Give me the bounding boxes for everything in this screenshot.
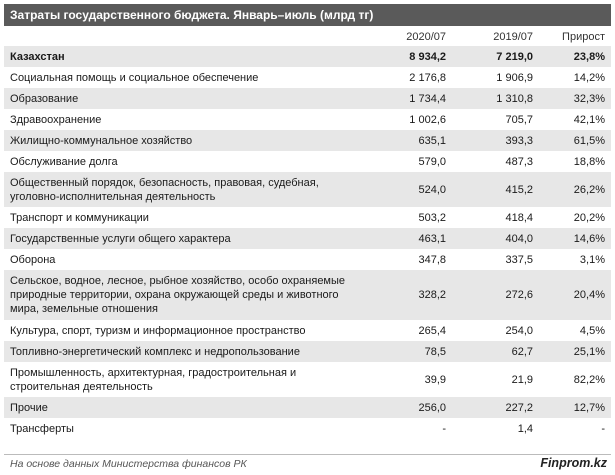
row-growth: 25,1%	[539, 341, 611, 362]
row-name: Здравоохранение	[10, 113, 102, 126]
table-row-total	[4, 46, 611, 67]
row-growth: 42,1%	[573, 113, 605, 126]
table-row	[4, 109, 611, 130]
row-value-2020: 8 934,2	[364, 46, 452, 67]
row-value-2019: 415,2	[452, 172, 539, 207]
header-row	[4, 28, 611, 46]
row-name: Прочие	[4, 397, 364, 418]
row-growth: 3,1%	[579, 253, 605, 266]
row-value-2020: 328,2	[364, 270, 452, 320]
row-growth: 20,4%	[539, 270, 611, 320]
source-note: На основе данных Министерства финансов РК	[10, 458, 247, 470]
row-name: Транспорт и коммуникации	[10, 211, 149, 224]
header-2020: 2020/07	[406, 31, 446, 43]
table-row	[4, 67, 611, 88]
row-value-2019: 227,2	[452, 397, 539, 418]
table-row	[4, 228, 611, 249]
header-growth: Прирост	[562, 31, 605, 43]
row-name: Культура, спорт, туризм и информационное пространство	[10, 324, 306, 337]
row-value-2019: 418,4	[505, 211, 533, 224]
row-name: Социальная помощь и социальное обеспечение	[10, 71, 259, 84]
row-name: Общественный порядок, безопасность, правовая, судебная, уголовно-исполнительная деятельность	[4, 172, 364, 207]
table-title: Затраты государственного бюджета. Январь–июль (млрд тг)	[4, 4, 611, 26]
row-name: Жилищно-коммунальное хозяйство	[4, 130, 364, 151]
row-value-2019: 62,7	[452, 341, 539, 362]
row-growth: 14,6%	[539, 228, 611, 249]
row-name: Оборона	[10, 253, 56, 266]
row-name: Топливно-энергетический комплекс и недропользование	[4, 341, 364, 362]
row-growth: 26,2%	[539, 172, 611, 207]
row-value-2020: 579,0	[418, 155, 446, 168]
row-growth: 61,5%	[539, 130, 611, 151]
table-row	[4, 172, 611, 207]
table-row	[4, 362, 611, 397]
row-value-2020: 347,8	[418, 253, 446, 266]
table-row	[4, 397, 611, 418]
row-name: Казахстан	[4, 46, 364, 67]
row-name: Государственные услуги общего характера	[4, 228, 364, 249]
row-value-2019: 705,7	[505, 113, 533, 126]
row-name: Промышленность, архитектурная, градостроительная и строительная деятельность	[10, 366, 297, 393]
row-value-2020: 524,0	[364, 172, 452, 207]
row-value-2019: 254,0	[505, 324, 533, 337]
table-row	[4, 270, 611, 320]
row-growth: 82,2%	[573, 373, 605, 386]
table-row	[4, 320, 611, 341]
row-value-2020: 503,2	[418, 211, 446, 224]
row-growth: 4,5%	[579, 324, 605, 337]
row-name: Сельское, водное, лесное, рыбное хозяйство, особо охраняемые природные территории, охрана окружающей среды и животного мира, земельные отношения	[4, 270, 364, 320]
table-row	[4, 249, 611, 270]
row-growth: -	[601, 422, 605, 435]
row-growth: 20,2%	[573, 211, 605, 224]
row-value-2020: 1 002,6	[409, 113, 446, 126]
row-growth: 23,8%	[539, 46, 611, 67]
table-row	[4, 88, 611, 109]
row-value-2019: 1 906,9	[496, 71, 533, 84]
header-2019: 2019/07	[493, 31, 533, 43]
row-value-2019: 272,6	[452, 270, 539, 320]
row-value-2020: 463,1	[364, 228, 452, 249]
table-row	[4, 418, 611, 439]
table-row	[4, 130, 611, 151]
row-value-2020: 265,4	[418, 324, 446, 337]
row-value-2019: 1,4	[517, 422, 533, 435]
budget-table	[4, 28, 611, 439]
row-value-2020: 256,0	[364, 397, 452, 418]
row-value-2019: 337,5	[505, 253, 533, 266]
row-value-2019: 7 219,0	[452, 46, 539, 67]
row-value-2019: 404,0	[452, 228, 539, 249]
header-name	[4, 28, 364, 46]
row-growth: 32,3%	[539, 88, 611, 109]
table-row	[4, 341, 611, 362]
row-value-2019: 21,9	[511, 373, 533, 386]
row-value-2020: 39,9	[424, 373, 446, 386]
row-growth: 18,8%	[573, 155, 605, 168]
row-growth: 12,7%	[539, 397, 611, 418]
row-value-2019: 487,3	[505, 155, 533, 168]
table-row	[4, 207, 611, 228]
table-row	[4, 151, 611, 172]
footer	[4, 454, 611, 473]
row-value-2020: -	[442, 422, 446, 435]
row-value-2020: 78,5	[364, 341, 452, 362]
row-value-2020: 635,1	[364, 130, 452, 151]
brand-logo: Finprom.kz	[540, 456, 607, 470]
row-name: Обслуживание долга	[10, 155, 118, 168]
row-value-2019: 393,3	[452, 130, 539, 151]
row-name: Трансферты	[10, 422, 74, 435]
row-value-2019: 1 310,8	[452, 88, 539, 109]
row-name: Образование	[4, 88, 364, 109]
row-value-2020: 1 734,4	[364, 88, 452, 109]
row-value-2020: 2 176,8	[409, 71, 446, 84]
row-growth: 14,2%	[573, 71, 605, 84]
